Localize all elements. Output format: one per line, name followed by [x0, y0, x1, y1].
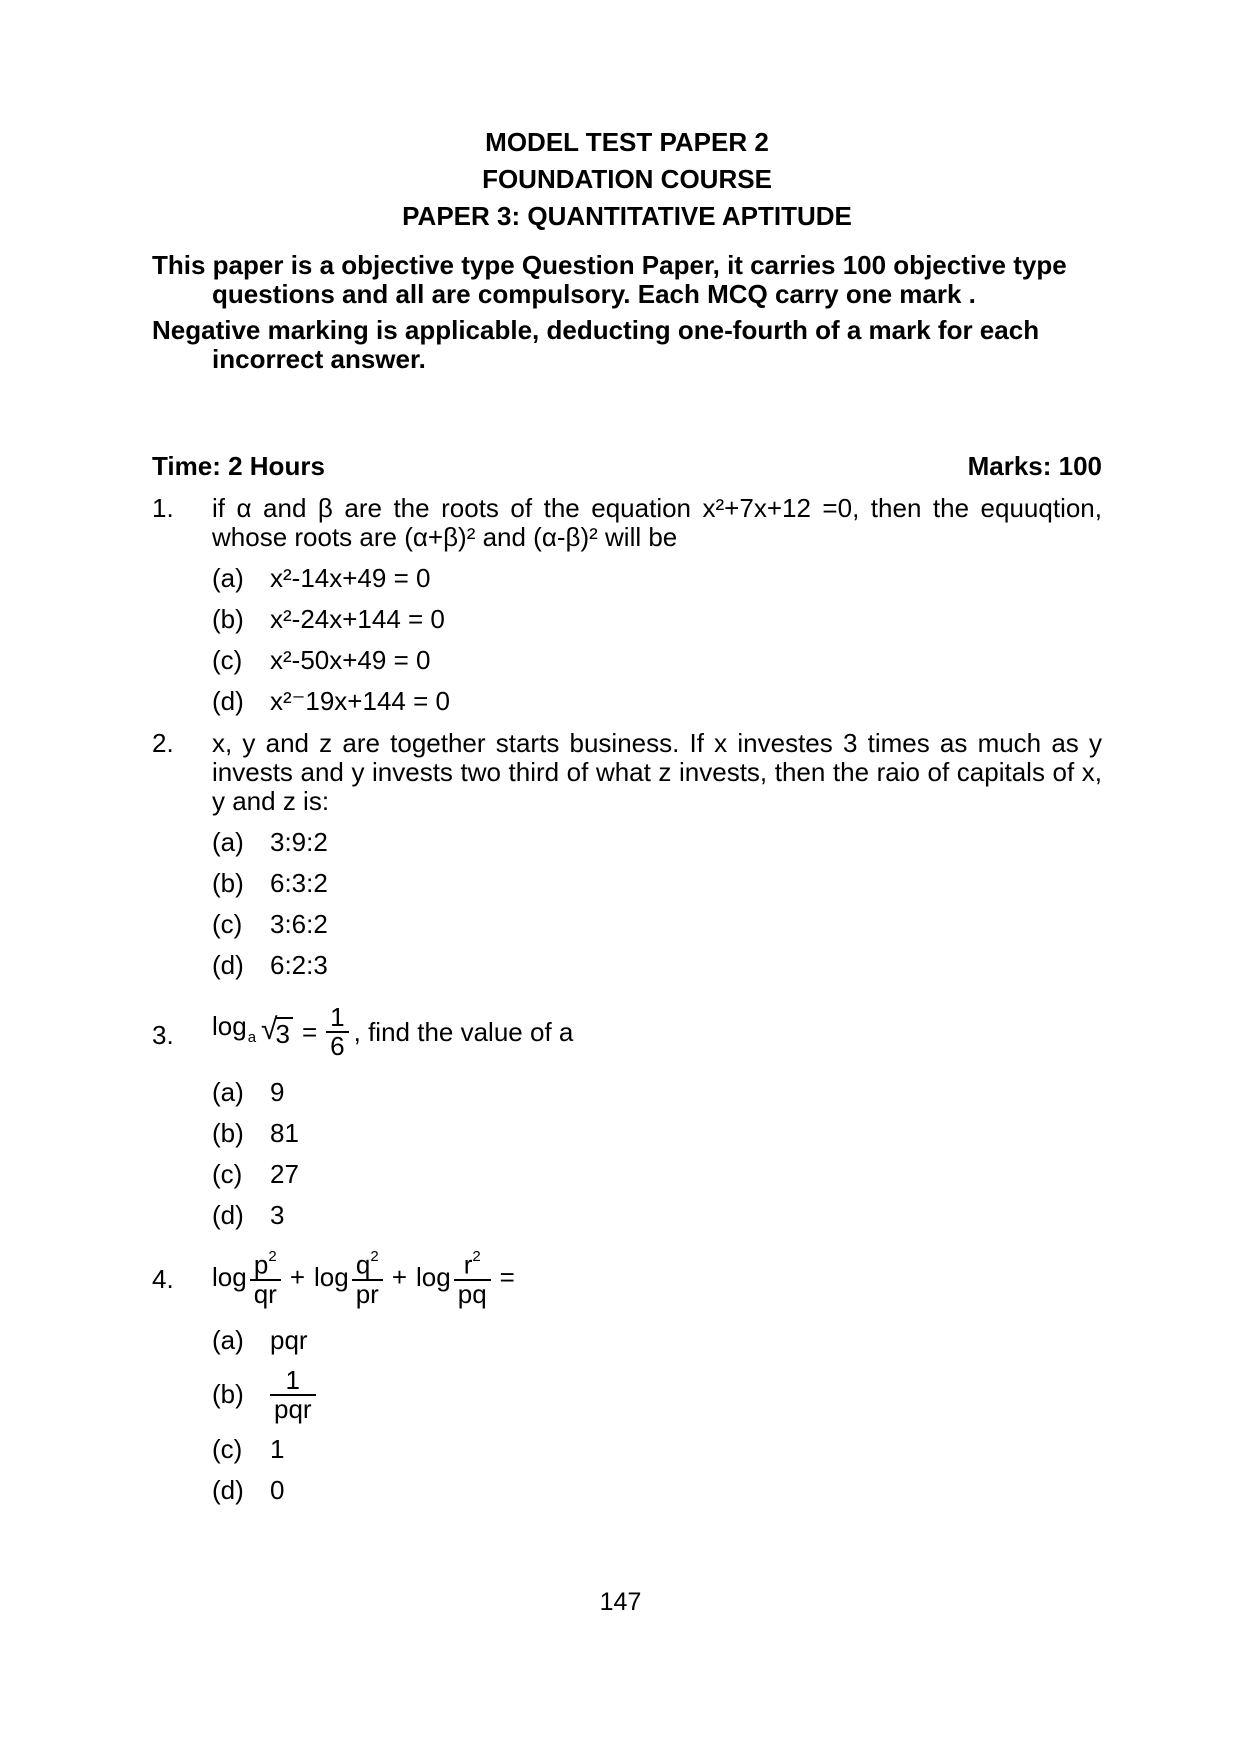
fraction	[250, 1246, 281, 1308]
option-label: (d)	[212, 1200, 244, 1230]
marks-label: Marks: 100	[967, 451, 1102, 481]
title-paper-subject: PAPER 3: QUANTITATIVE APTITUDE	[402, 201, 852, 231]
equals-sign: =	[499, 1261, 515, 1292]
option-value: 9	[270, 1077, 285, 1107]
question-3-row	[152, 1004, 1102, 1066]
fraction	[352, 1246, 383, 1308]
question-2-text: x, y and z are together starts business. If x investes 3 times as much as y invests and y invests two third of what z invests, then the raio of capitals of x, y and z is:	[212, 728, 1102, 816]
fraction-denominator: pq	[457, 1278, 487, 1309]
option-value: x²-14x+49 = 0	[270, 563, 431, 593]
question-3-formula	[212, 1004, 573, 1060]
sqrt-expression	[261, 1013, 293, 1049]
question-4-option-b	[212, 1364, 1102, 1424]
question-1-row	[152, 494, 1102, 552]
option-label: (d)	[212, 686, 244, 716]
question-4-option-c	[212, 1435, 1102, 1464]
option-label: (c)	[212, 1433, 243, 1464]
option-label: (c)	[212, 1159, 243, 1189]
exponent: 2	[268, 1248, 277, 1265]
log-expression	[212, 1012, 256, 1052]
option-value: 3:9:2	[270, 827, 328, 857]
question-4-formula	[212, 1246, 524, 1308]
option-label: (d)	[212, 950, 244, 980]
option-label: (d)	[212, 1474, 244, 1505]
fraction-numerator: $q^2$	[352, 1246, 383, 1281]
question-1	[152, 494, 1102, 716]
option-label: (c)	[212, 909, 243, 939]
fraction-denominator: 6	[330, 1031, 345, 1061]
fraction-denominator: pr	[355, 1278, 379, 1309]
question-2-option-a	[212, 828, 1102, 857]
question-3-option-a	[212, 1078, 1102, 1107]
question-2-row	[152, 729, 1102, 816]
option-value: x²-50x+49 = 0	[270, 645, 431, 675]
radicand: 3	[276, 1017, 293, 1047]
option-value: x²⁻19x+144 = 0	[270, 686, 450, 716]
option-fraction	[270, 1364, 316, 1424]
question-4	[152, 1246, 1102, 1505]
fraction-numerator: $r^2$	[454, 1246, 491, 1281]
option-label: (b)	[212, 604, 244, 634]
option-label: (a)	[212, 563, 244, 593]
question-2-option-c	[212, 910, 1102, 939]
question-2	[152, 729, 1102, 980]
question-1-option-b	[212, 605, 1102, 634]
radical-icon: √	[261, 1013, 278, 1046]
time-label: Time: 2 Hours	[152, 451, 325, 481]
question-2-option-d	[212, 951, 1102, 980]
log-term-1	[212, 1246, 281, 1308]
option-value: 3:6:2	[270, 909, 328, 939]
question-2-number: 2.	[152, 728, 174, 758]
option-label: (a)	[212, 827, 244, 857]
fraction-denominator: pqr	[274, 1393, 312, 1424]
title-model-test-paper: MODEL TEST PAPER 2	[485, 127, 769, 157]
option-label: (b)	[212, 1379, 244, 1410]
question-1-option-c	[212, 646, 1102, 675]
question-3-option-b	[212, 1119, 1102, 1148]
fraction	[326, 1004, 348, 1060]
question-4-row	[152, 1246, 1102, 1314]
log-label: log	[212, 1011, 247, 1041]
option-value: 0	[270, 1474, 285, 1505]
option-label: (b)	[212, 1118, 244, 1148]
question-1-option-a	[212, 564, 1102, 593]
equals-sign: =	[301, 1017, 318, 1047]
log-base: a	[247, 1029, 257, 1046]
question-1-option-d	[212, 687, 1102, 716]
option-label: (c)	[212, 645, 243, 675]
fraction-numerator: 1	[270, 1367, 316, 1396]
option-value: 81	[270, 1118, 299, 1148]
question-4-number: 4.	[152, 1264, 174, 1295]
question-1-text: if α and β are the roots of the equation x²+7x+12 =0, then the equuqtion, whose roots are (α+β)² and (α-β)² will be	[212, 493, 1102, 552]
question-4-option-a	[212, 1326, 1102, 1355]
exponent: 2	[370, 1248, 379, 1265]
title-block	[152, 124, 1102, 235]
question-3-option-d	[212, 1201, 1102, 1230]
formula-suffix: , find the value of a	[353, 1017, 574, 1047]
log-label: log	[314, 1261, 349, 1292]
question-3-number: 3.	[152, 1019, 174, 1050]
option-label: (a)	[212, 1077, 244, 1107]
plus-sign: +	[289, 1261, 306, 1292]
question-1-number: 1.	[152, 493, 174, 523]
instruction-paragraph-2: Negative marking is applicable, deducting one-fourth of a mark for each incorrect answer.	[152, 315, 1040, 374]
question-4-option-d	[212, 1476, 1102, 1505]
log-term-2	[314, 1246, 383, 1308]
option-label: (b)	[212, 868, 244, 898]
instruction-paragraph-1: This paper is a objective type Question Paper, it carries 100 objective type questions and all are compulsory. Each MCQ carry one mark .	[152, 250, 1067, 309]
option-value: 1	[270, 1433, 285, 1464]
log-term-3	[416, 1246, 491, 1308]
page-number: 147	[599, 1588, 642, 1616]
option-label: (a)	[212, 1324, 244, 1355]
question-3-option-c	[212, 1160, 1102, 1189]
option-value: 3	[270, 1200, 285, 1230]
plus-sign: +	[391, 1261, 408, 1292]
fraction-numerator: $p^2$	[250, 1246, 281, 1281]
question-2-option-b	[212, 869, 1102, 898]
log-label: log	[212, 1261, 247, 1292]
log-label: log	[416, 1261, 451, 1292]
option-value: 27	[270, 1159, 299, 1189]
question-3	[152, 1004, 1102, 1230]
fraction-denominator: qr	[253, 1278, 277, 1309]
option-value: pqr	[270, 1324, 308, 1355]
option-value: 6:3:2	[270, 868, 328, 898]
title-foundation-course: FOUNDATION COURSE	[482, 164, 772, 194]
exponent: 2	[472, 1248, 481, 1265]
fraction-numerator: 1	[326, 1004, 348, 1033]
time-marks-row	[152, 452, 1102, 481]
option-value: 6:2:3	[270, 950, 328, 980]
fraction	[454, 1246, 491, 1308]
option-value: x²-24x+144 = 0	[270, 604, 445, 634]
